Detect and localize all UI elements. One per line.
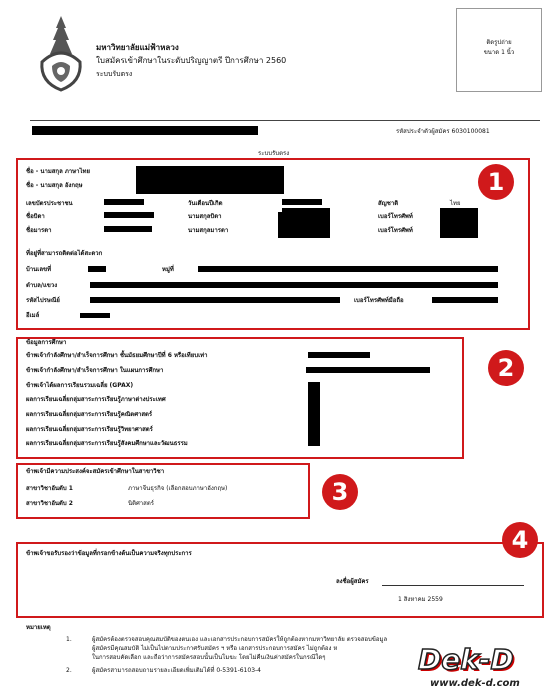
redacted-block (306, 367, 430, 373)
gpax-label: ข้าพเจ้าได้ผลการเรียนรวมเฉลี่ย (GPAX) (26, 382, 134, 389)
redacted-block (32, 126, 258, 135)
university-name: มหาวิทยาลัยแม่ฟ้าหลวง (96, 43, 179, 52)
note-1-line-2: ผู้สมัครมีคุณสมบัติ ไม่เป็นไปตามประกาศรับสมัคร ฯ หรือ เอกสารประกอบการสมัคร ไม่ถูกต้อง ห (92, 645, 338, 652)
certification-statement: ข้าพเจ้าขอรับรองว่าข้อมูลที่กรอกข้างต้นเป็นความจริงทุกประการ (26, 550, 192, 557)
applicant-id: รหัสประจำตัวผู้สมัคร 6030100081 (396, 128, 490, 135)
id-card-label: เลขบัตรประชาชน (26, 200, 73, 207)
name-th-label: ชื่อ - นามสกุล ภาษาไทย (26, 168, 90, 175)
mother-surname-label: นามสกุลมารดา (188, 227, 229, 234)
choices-heading: ข้าพเจ้ามีความประสงค์จะสมัครเข้าศึกษาในสาขาวิชา (26, 468, 165, 475)
header-divider (30, 120, 540, 121)
redacted-block (88, 266, 106, 272)
redacted-block (440, 212, 478, 238)
foreign-lang-label: ผลการเรียนเฉลี่ยกลุ่มสาระการเรียนรู้ภาษาต่างประเทศ (26, 396, 166, 403)
redacted-block (278, 212, 330, 238)
redacted-block (104, 212, 154, 218)
section-2-badge: 2 (488, 350, 524, 386)
redacted-block (90, 297, 340, 303)
math-label: ผลการเรียนเฉลี่ยกลุ่มสาระการเรียนรู้คณิตศาสตร์ (26, 411, 153, 418)
section-1-badge: 1 (478, 164, 514, 200)
father-phone-label: เบอร์โทรศัพท์ (378, 213, 413, 220)
notes-heading: หมายเหตุ (26, 624, 51, 631)
redacted-block (432, 297, 498, 303)
mother-phone-label: เบอร์โทรศัพท์ (378, 227, 413, 234)
postcode-label: รหัสไปรษณีย์ (26, 297, 60, 304)
nationality-value: ไทย (450, 200, 461, 207)
choice-2-label: สาขาวิชาอันดับ 2 (26, 500, 73, 507)
note-1-line-1: ผู้สมัครต้องตรวจสอบคุณสมบัติของตนเอง และเอกสารประกอบการสมัครให้ถูกต้องหากมหาวิทยาลัย ตรวจสอบข้อมูล (92, 636, 388, 643)
signature-line (382, 585, 524, 586)
father-surname-label: นามสกุลบิดา (188, 213, 222, 220)
section-4-badge: 4 (502, 522, 538, 558)
redacted-block (308, 382, 320, 446)
email-label: อีเมล์ (26, 312, 40, 319)
redacted-block (80, 313, 110, 318)
signature-label: ลงชื่อผู้สมัคร (336, 578, 369, 585)
admission-system: ระบบรับตรง (96, 70, 133, 78)
note-1-line-3: ในการสอบคัดเลือก และถือว่าการสมัครสอบนั้นเป็นโมฆะ โดยไม่คืนเงินค่าสมัครในกรณีใดๆ (92, 654, 326, 661)
section-title: ระบบรับตรง (258, 150, 290, 157)
redacted-block (308, 352, 370, 358)
note-2-line: ผู้สมัครสามารถสอบถามรายละเอียดเพิ่มเติมได้ที่ 0-5391-6103-4 (92, 667, 261, 674)
application-title: ใบสมัครเข้าศึกษาในระดับปริญญาตรี ปีการศึกษา 2560 (96, 56, 287, 65)
redacted-block (90, 282, 498, 288)
note-1-number: 1. (66, 636, 72, 643)
house-no-label: บ้านเลขที่ (26, 266, 52, 273)
choice-1-value: ภาษาจีนธุรกิจ (เลือกสอบภาษาอังกฤษ) (128, 485, 228, 492)
redacted-block (198, 266, 498, 272)
redacted-block (282, 199, 322, 205)
address-heading: ที่อยู่ที่สามารถติดต่อได้สะดวก (26, 250, 103, 257)
nationality-label: สัญชาติ (378, 200, 399, 207)
dek-d-url: www.dek-d.com (430, 678, 520, 689)
dek-d-logo: Dek-D (418, 643, 514, 676)
redacted-block (104, 199, 144, 205)
moo-label: หมู่ที่ (162, 266, 174, 273)
note-2-number: 2. (66, 667, 72, 674)
program-label: ข้าพเจ้ากำลังศึกษา/สำเร็จการศึกษา ในแผนการศึกษา (26, 367, 164, 374)
school-level-label: ข้าพเจ้ากำลังศึกษา/สำเร็จการศึกษา ชั้นมัธยมศึกษาปีที่ 6 หรือเทียบเท่า (26, 352, 208, 359)
university-logo (36, 14, 86, 94)
photo-placeholder (456, 8, 542, 92)
science-label: ผลการเรียนเฉลี่ยกลุ่มสาระการเรียนรู้วิทยาศาสตร์ (26, 426, 153, 433)
choice-1-label: สาขาวิชาอันดับ 1 (26, 485, 73, 492)
section-3-badge: 3 (322, 474, 358, 510)
dek-d-watermark (418, 644, 552, 696)
birthdate-label: วันเดือนปีเกิด (188, 200, 223, 207)
redacted-block (104, 226, 152, 232)
mobile-label: เบอร์โทรศัพท์มือถือ (354, 297, 404, 304)
mother-name-label: ชื่อมารดา (26, 227, 52, 234)
redacted-block (136, 166, 284, 194)
social-label: ผลการเรียนเฉลี่ยกลุ่มสาระการเรียนรู้สังคมศึกษาและวัฒนธรรม (26, 440, 188, 447)
subdistrict-label: ตำบล/แขวง (26, 282, 58, 289)
photo-label-2: ขนาด 1 นิ้ว (483, 49, 515, 56)
education-heading: ข้อมูลการศึกษา (26, 339, 67, 346)
father-name-label: ชื่อบิดา (26, 213, 45, 220)
certification-date: 1 สิงหาคม 2559 (398, 596, 443, 603)
name-en-label: ชื่อ - นามสกุล อังกฤษ (26, 182, 83, 189)
choice-2-value: นิติศาสตร์ (128, 500, 154, 507)
photo-label-1: ติดรูปถ่าย (486, 39, 512, 46)
